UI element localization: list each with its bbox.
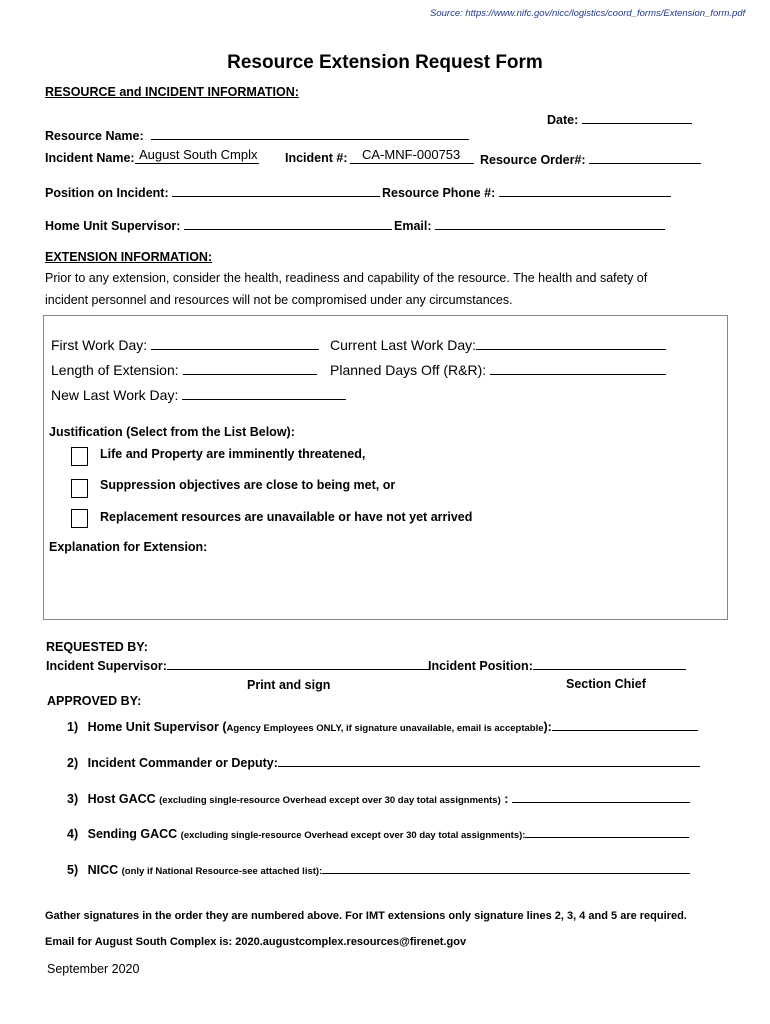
requested-by-heading: REQUESTED BY: bbox=[46, 640, 148, 654]
section-extension-heading: EXTENSION INFORMATION: bbox=[45, 250, 213, 264]
approval-3-end: : bbox=[500, 792, 509, 806]
length-of-extension-row bbox=[51, 362, 317, 378]
new-last-work-day-field[interactable] bbox=[182, 387, 346, 400]
email-label: Email: bbox=[394, 219, 432, 233]
resource-order-field[interactable] bbox=[589, 151, 701, 164]
approval-1-row bbox=[67, 718, 698, 734]
first-work-day-row bbox=[51, 337, 319, 353]
approval-5-note: (only if National Resource-see attached list): bbox=[121, 866, 323, 877]
position-field[interactable] bbox=[172, 184, 380, 197]
incident-position-row bbox=[428, 657, 686, 673]
resource-phone-row bbox=[382, 184, 671, 200]
approval-4-signature-line[interactable] bbox=[525, 825, 689, 838]
approval-5-label: NICC bbox=[87, 863, 122, 877]
approval-4-note: (excluding single-resource Overhead except over 30 day total assignments): bbox=[180, 830, 526, 841]
date-row bbox=[547, 111, 692, 127]
section-chief-value: Section Chief bbox=[566, 677, 646, 691]
option-1-checkbox[interactable] bbox=[71, 447, 88, 466]
date-field[interactable] bbox=[582, 111, 692, 124]
page-title: Resource Extension Request Form bbox=[227, 52, 543, 73]
approval-5-signature-line[interactable] bbox=[322, 861, 690, 874]
planned-days-off-field[interactable] bbox=[490, 362, 666, 375]
first-work-day-field[interactable] bbox=[151, 337, 319, 350]
resource-order-row bbox=[480, 151, 701, 167]
resource-name-row bbox=[45, 127, 469, 143]
email-field[interactable] bbox=[435, 217, 665, 230]
approval-3-label: Host GACC bbox=[87, 792, 160, 806]
gather-note: Gather signatures in the order they are numbered above. For IMT extensions only signature lines 2, 3, 4 and 5 are required. bbox=[45, 910, 687, 922]
incident-supervisor-row bbox=[46, 657, 429, 673]
home-unit-sup-row bbox=[45, 217, 392, 233]
resource-phone-label: Resource Phone #: bbox=[382, 186, 496, 200]
source-line bbox=[430, 8, 745, 19]
planned-days-off-label: Planned Days Off (R&R): bbox=[330, 362, 487, 378]
position-label: Position on Incident: bbox=[45, 186, 169, 200]
approval-4-row bbox=[67, 825, 689, 841]
home-unit-sup-label: Home Unit Supervisor: bbox=[45, 219, 181, 233]
explanation-label: Explanation for Extension: bbox=[49, 540, 208, 554]
approval-3-note: (excluding single-resource Overhead except over 30 day total assignments) bbox=[159, 795, 501, 806]
extension-paragraph-line-1: Prior to any extension, consider the health, readiness and capability of the resource. The health and safety of bbox=[45, 271, 648, 285]
approval-4-num: 4) bbox=[67, 827, 79, 841]
justification-heading: Justification (Select from the List Below): bbox=[49, 425, 295, 439]
email-note: Email for August South Complex is: 2020.augustcomplex.resources@firenet.gov bbox=[45, 936, 467, 948]
incident-position-label: Incident Position: bbox=[428, 659, 533, 673]
explanation-field[interactable] bbox=[49, 560, 719, 612]
source-text: Source: https://www.nifc.gov/nicc/logistics/coord_forms/Extension_form.pdf bbox=[430, 8, 746, 19]
approval-2-signature-line[interactable] bbox=[278, 754, 700, 767]
resource-phone-field[interactable] bbox=[499, 184, 671, 197]
approval-1-signature-line[interactable] bbox=[552, 718, 698, 731]
email-row bbox=[394, 217, 665, 233]
current-last-work-day-field[interactable] bbox=[476, 337, 666, 350]
option-2-label: Suppression objectives are close to being met, or bbox=[100, 478, 396, 492]
resource-order-label: Resource Order#: bbox=[480, 153, 586, 167]
approval-3-num: 3) bbox=[67, 792, 79, 806]
planned-days-off-row bbox=[330, 362, 666, 378]
incident-num-field[interactable] bbox=[350, 163, 474, 164]
option-1-label: Life and Property are imminently threatened, bbox=[100, 447, 366, 461]
footer-date: September 2020 bbox=[47, 962, 140, 976]
approval-1-note: Agency Employees ONLY, if signature unavailable, email is acceptable bbox=[226, 723, 544, 734]
position-row bbox=[45, 184, 380, 200]
incident-supervisor-field[interactable] bbox=[167, 657, 429, 670]
approval-5-row bbox=[67, 861, 690, 877]
new-last-work-day-label: New Last Work Day: bbox=[51, 387, 179, 403]
print-and-sign-label: Print and sign bbox=[247, 678, 331, 692]
approval-3-signature-line[interactable] bbox=[512, 790, 690, 803]
extension-paragraph-line-2: incident personnel and resources will not be compromised under any circumstances. bbox=[45, 293, 513, 307]
first-work-day-label: First Work Day: bbox=[51, 337, 148, 353]
incident-num-value: CA-MNF-000753 bbox=[362, 147, 461, 162]
approval-1-end: ): bbox=[543, 720, 552, 734]
length-of-extension-field[interactable] bbox=[183, 362, 317, 375]
incident-supervisor-label: Incident Supervisor: bbox=[46, 659, 167, 673]
date-label: Date: bbox=[547, 113, 579, 127]
resource-name-label: Resource Name: bbox=[45, 129, 144, 143]
length-of-extension-label: Length of Extension: bbox=[51, 362, 179, 378]
option-3-label: Replacement resources are unavailable or have not yet arrived bbox=[100, 510, 473, 524]
approval-3-row bbox=[67, 790, 690, 806]
approval-2-num: 2) bbox=[67, 756, 79, 770]
incident-name-label: Incident Name: bbox=[45, 151, 135, 165]
approval-1-num: 1) bbox=[67, 720, 79, 734]
approval-2-row bbox=[67, 754, 700, 770]
current-last-work-day-row bbox=[330, 337, 666, 353]
current-last-work-day-label: Current Last Work Day: bbox=[330, 337, 477, 353]
home-unit-sup-field[interactable] bbox=[184, 217, 392, 230]
approved-by-heading: APPROVED BY: bbox=[47, 694, 142, 708]
approval-1-label: Home Unit Supervisor ( bbox=[87, 720, 227, 734]
option-2-checkbox[interactable] bbox=[71, 479, 88, 498]
section-resource-heading: RESOURCE and INCIDENT INFORMATION: bbox=[45, 85, 299, 99]
incident-position-field[interactable] bbox=[533, 657, 686, 670]
option-3-checkbox[interactable] bbox=[71, 509, 88, 528]
incident-name-value: August South Cmplx bbox=[139, 147, 258, 162]
approval-4-label: Sending GACC bbox=[87, 827, 181, 841]
incident-num-label: Incident #: bbox=[285, 151, 348, 165]
incident-name-field[interactable] bbox=[135, 163, 259, 164]
approval-2-label: Incident Commander or Deputy: bbox=[87, 756, 278, 770]
approval-5-num: 5) bbox=[67, 863, 79, 877]
resource-name-field[interactable] bbox=[151, 127, 469, 140]
new-last-work-day-row bbox=[51, 387, 346, 403]
